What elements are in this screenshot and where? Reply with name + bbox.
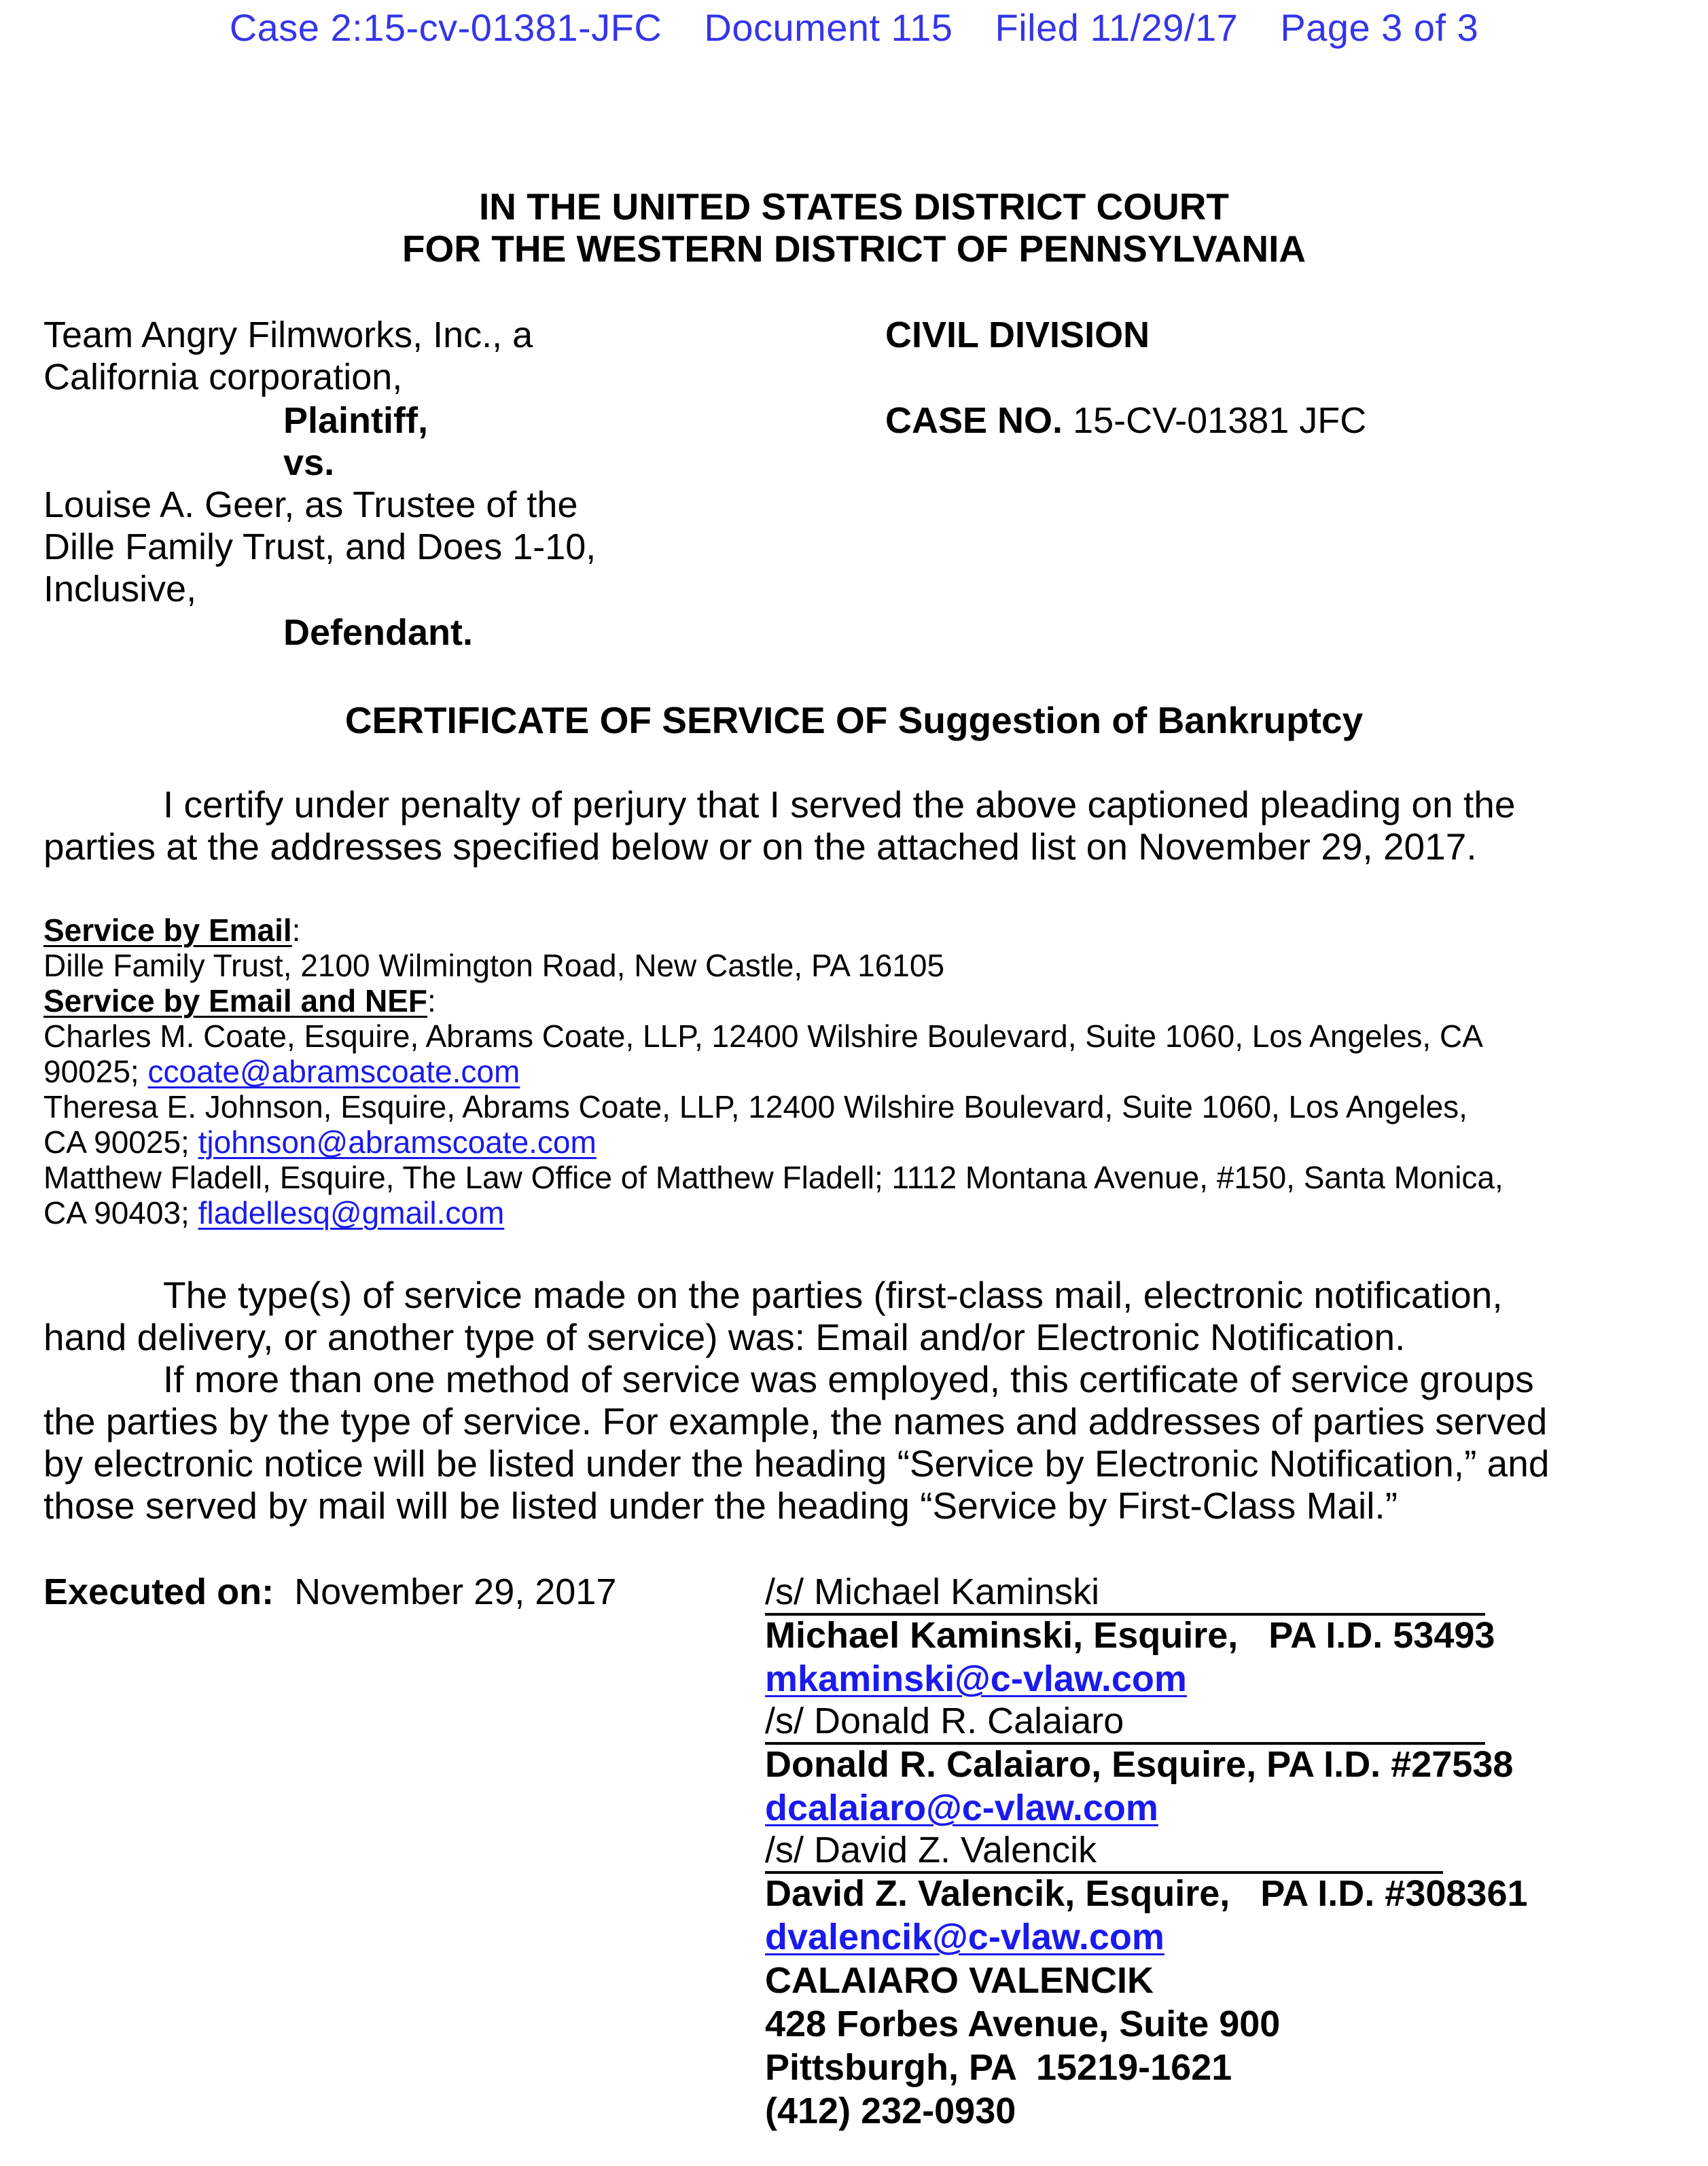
- filing-header: [0, 5, 1708, 50]
- plaintiff-line1: Team Angry Filmworks, Inc., a: [43, 315, 533, 355]
- executed-on: [43, 1571, 616, 1613]
- defendant-label: Defendant.: [283, 612, 474, 653]
- case-number-value: 15-CV-01381 JFC: [1073, 400, 1367, 441]
- email-link-tjohnson[interactable]: tjohnson@abramscoate.com: [198, 1124, 597, 1160]
- signer-3-name: David Z. Valencik, Esquire, PA I.D. #308361: [765, 1873, 1528, 1914]
- firm-phone: (412) 232-0930: [765, 2091, 1016, 2131]
- certificate-title: CERTIFICATE OF SERVICE OF Suggestion of Bankruptcy: [344, 699, 1364, 741]
- signature-3: /s/ David Z. Valencik: [765, 1829, 1443, 1874]
- signer-2-name: Donald R. Calaiaro, Esquire, PA I.D. #27538: [765, 1744, 1514, 1785]
- signer-3-email: [765, 1916, 1164, 1958]
- versus-label: vs.: [283, 442, 335, 483]
- defendant-line3: Inclusive,: [43, 569, 197, 609]
- case-number-header: Case 2:15-cv-01381-JFC: [229, 6, 662, 49]
- service-entry-2-line1: Theresa E. Johnson, Esquire, Abrams Coate, LLP, 12400 Wilshire Boulevard, Suite 1060, Los Angeles,: [43, 1089, 1467, 1124]
- firm-address2: Pittsburgh, PA 15219-1621: [765, 2047, 1232, 2088]
- service-by-email-nef-heading: Service by Email and NEF: [43, 983, 428, 1018]
- court-name-line2: FOR THE WESTERN DISTRICT OF PENNSYLVANIA: [402, 228, 1306, 270]
- case-number-label: CASE NO.: [885, 400, 1063, 441]
- types-line1: The type(s) of service made on the parties (first-class mail, electronic notification,: [163, 1274, 1503, 1316]
- firm-address1: 428 Forbes Avenue, Suite 900: [765, 2004, 1281, 2044]
- certify-line1: I certify under penalty of perjury that I served the above captioned pleading on the: [163, 783, 1516, 825]
- plaintiff-line2: California corporation,: [43, 357, 403, 397]
- page-number-header: Page 3 of 3: [1280, 6, 1479, 49]
- service-nef-heading-row: Service by Email and NEF:: [43, 983, 436, 1018]
- filed-date-header: Filed 11/29/17: [995, 6, 1239, 49]
- executed-on-label: Executed on:: [43, 1572, 274, 1612]
- types-line4: the parties by the type of service. For example, the names and addresses of parties served: [43, 1400, 1548, 1442]
- signature-1: /s/ Michael Kaminski: [765, 1571, 1485, 1616]
- service-by-email-heading: Service by Email: [43, 912, 292, 948]
- plaintiff-label: Plaintiff,: [283, 400, 428, 441]
- signer-2-email: [765, 1787, 1158, 1829]
- service-entry-2-line2: CA 90025; tjohnson@abramscoate.com: [43, 1124, 597, 1160]
- types-line3: If more than one method of service was employed, this certificate of service groups: [163, 1358, 1534, 1400]
- types-line5: by electronic notice will be listed under the heading “Service by Electronic Notification,” and: [43, 1442, 1550, 1485]
- email-link-ccoate[interactable]: ccoate@abramscoate.com: [147, 1054, 520, 1089]
- email-link-dcalaiaro[interactable]: dcalaiaro@c-vlaw.com: [765, 1788, 1158, 1828]
- executed-on-date: November 29, 2017: [294, 1572, 617, 1612]
- types-line2: hand delivery, or another type of service) was: Email and/or Electronic Notification.: [43, 1316, 1406, 1358]
- civil-division: CIVIL DIVISION: [885, 315, 1150, 355]
- service-entry-1-line1: Charles M. Coate, Esquire, Abrams Coate, LLP, 12400 Wilshire Boulevard, Suite 1060, Los Angeles, CA: [43, 1018, 1483, 1054]
- firm-name: CALAIARO VALENCIK: [765, 1960, 1154, 2001]
- email-link-fladell[interactable]: fladellesq@gmail.com: [198, 1195, 505, 1230]
- service-entry-3-line1: Matthew Fladell, Esquire, The Law Office of Matthew Fladell; 1112 Montana Avenue, #150, Santa Monica,: [43, 1160, 1504, 1195]
- email-link-mkaminski[interactable]: mkaminski@c-vlaw.com: [765, 1658, 1187, 1699]
- service-email-entry: Dille Family Trust, 2100 Wilmington Road, New Castle, PA 16105: [43, 948, 945, 983]
- types-line6: those served by mail will be listed under the heading “Service by First-Class Mail.”: [43, 1485, 1398, 1527]
- email-link-dvalencik[interactable]: dvalencik@c-vlaw.com: [765, 1917, 1164, 1957]
- case-number: [885, 400, 1366, 442]
- signer-1-name: Michael Kaminski, Esquire, PA I.D. 53493: [765, 1615, 1495, 1656]
- defendant-line2: Dille Family Trust, and Does 1-10,: [43, 527, 597, 567]
- defendant-line1: Louise A. Geer, as Trustee of the: [43, 484, 578, 525]
- service-entry-1-line2: 90025; ccoate@abramscoate.com: [43, 1054, 520, 1089]
- certify-line2: parties at the addresses specified below or on the attached list on November 29, 2017.: [43, 825, 1477, 868]
- document-number-header: Document 115: [704, 6, 953, 49]
- court-name-line1: IN THE UNITED STATES DISTRICT COURT: [478, 185, 1230, 228]
- service-email-heading-row: Service by Email:: [43, 912, 301, 948]
- signer-1-email: [765, 1658, 1187, 1700]
- service-entry-3-line2: CA 90403; fladellesq@gmail.com: [43, 1195, 505, 1230]
- signature-2: /s/ Donald R. Calaiaro: [765, 1700, 1485, 1745]
